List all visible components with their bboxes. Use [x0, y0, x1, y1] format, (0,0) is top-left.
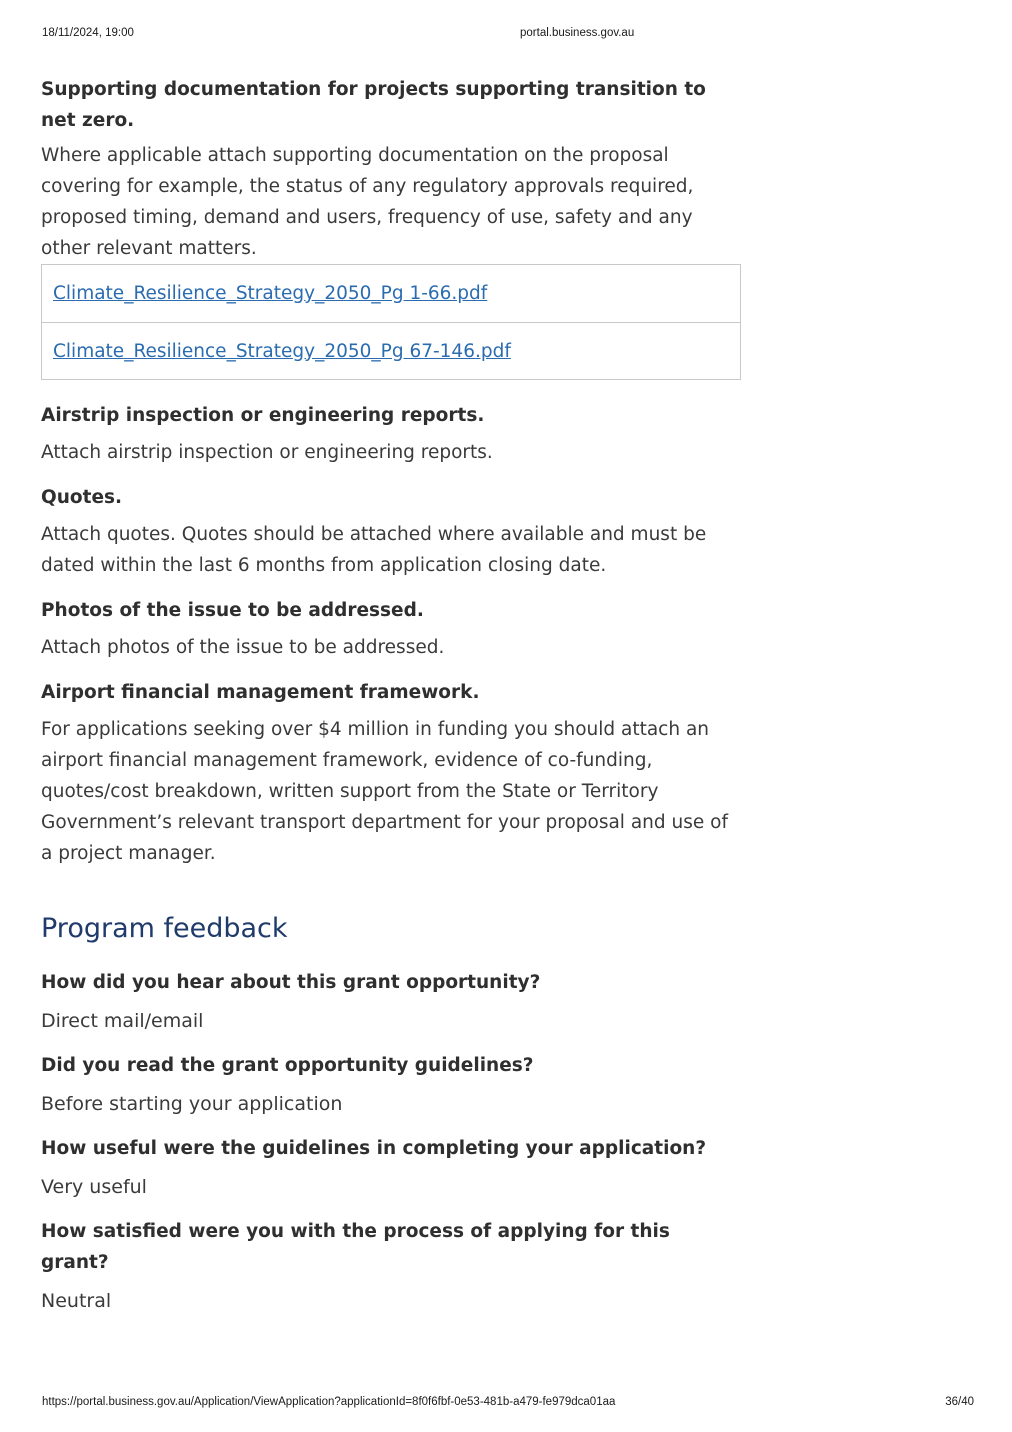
- airstrip-title: Airstrip inspection or engineering reports.: [41, 405, 485, 426]
- attachment-row: [42, 265, 740, 322]
- feedback-item: [41, 1216, 741, 1316]
- framework-description: For applications seeking over $4 million in funding you should attach an airport financial management framework, evidence of co-funding, quotes/cost breakdown, written support from the State or Territory Government’s relevant transport department for your proposal and use of a project manager.: [41, 719, 728, 864]
- net-zero-title: Supporting documentation for projects supporting transition to net zero.: [41, 79, 706, 131]
- quotes-description: Attach quotes. Quotes should be attached where available and must be dated within the last 6 months from application closing date.: [41, 524, 707, 576]
- print-header: [42, 27, 972, 43]
- feedback-question: How useful were the guidelines in completing your application?: [41, 1138, 707, 1159]
- photos-description: Attach photos of the issue to be addressed.: [41, 637, 445, 658]
- program-feedback-heading: Program feedback: [41, 913, 288, 944]
- print-url: https://portal.business.gov.au/Application/ViewApplication?applicationId=8f0f6fbf-0e53-481b-a479-fe979dca01aa: [42, 1396, 616, 1408]
- feedback-question: How satisfied were you with the process of applying for this grant?: [41, 1221, 670, 1273]
- net-zero-description: Where applicable attach supporting documentation on the proposal covering for example, the status of any regulatory approvals required, proposed timing, demand and users, frequency of use, safety and any other relevant matters.: [41, 145, 694, 259]
- feedback-item: [41, 1050, 741, 1119]
- quotes-section: [41, 482, 741, 581]
- quotes-title: Quotes.: [41, 487, 123, 508]
- feedback-answer: Neutral: [41, 1290, 112, 1312]
- photos-section: [41, 595, 741, 663]
- feedback-question: How did you hear about this grant opportunity?: [41, 972, 541, 993]
- feedback-answer: Very useful: [41, 1176, 147, 1198]
- feedback-answer: Before starting your application: [41, 1093, 343, 1115]
- airstrip-description: Attach airstrip inspection or engineering reports.: [41, 442, 493, 463]
- attachment-link[interactable]: Climate_Resilience_Strategy_2050_Pg 1-66.pdf: [53, 283, 488, 304]
- program-feedback-section: [41, 911, 741, 1316]
- photos-title: Photos of the issue to be addressed.: [41, 600, 424, 621]
- print-datetime: 18/11/2024, 19:00: [42, 27, 134, 39]
- print-domain: portal.business.gov.au: [520, 27, 635, 39]
- feedback-item: [41, 967, 741, 1036]
- attachment-link[interactable]: Climate_Resilience_Strategy_2050_Pg 67-146.pdf: [53, 340, 511, 362]
- framework-title: Airport financial management framework.: [41, 682, 480, 703]
- net-zero-documentation-section: [41, 74, 741, 380]
- attachment-row: [42, 322, 740, 379]
- page-number: 36/40: [945, 1396, 974, 1408]
- feedback-item: [41, 1133, 741, 1202]
- print-footer: [42, 1396, 974, 1412]
- feedback-answer: Direct mail/email: [41, 1010, 204, 1032]
- application-content: [41, 74, 741, 1316]
- airstrip-reports-section: [41, 400, 741, 468]
- financial-framework-section: [41, 677, 741, 869]
- attachment-list: [41, 264, 741, 380]
- feedback-question: Did you read the grant opportunity guidelines?: [41, 1055, 534, 1076]
